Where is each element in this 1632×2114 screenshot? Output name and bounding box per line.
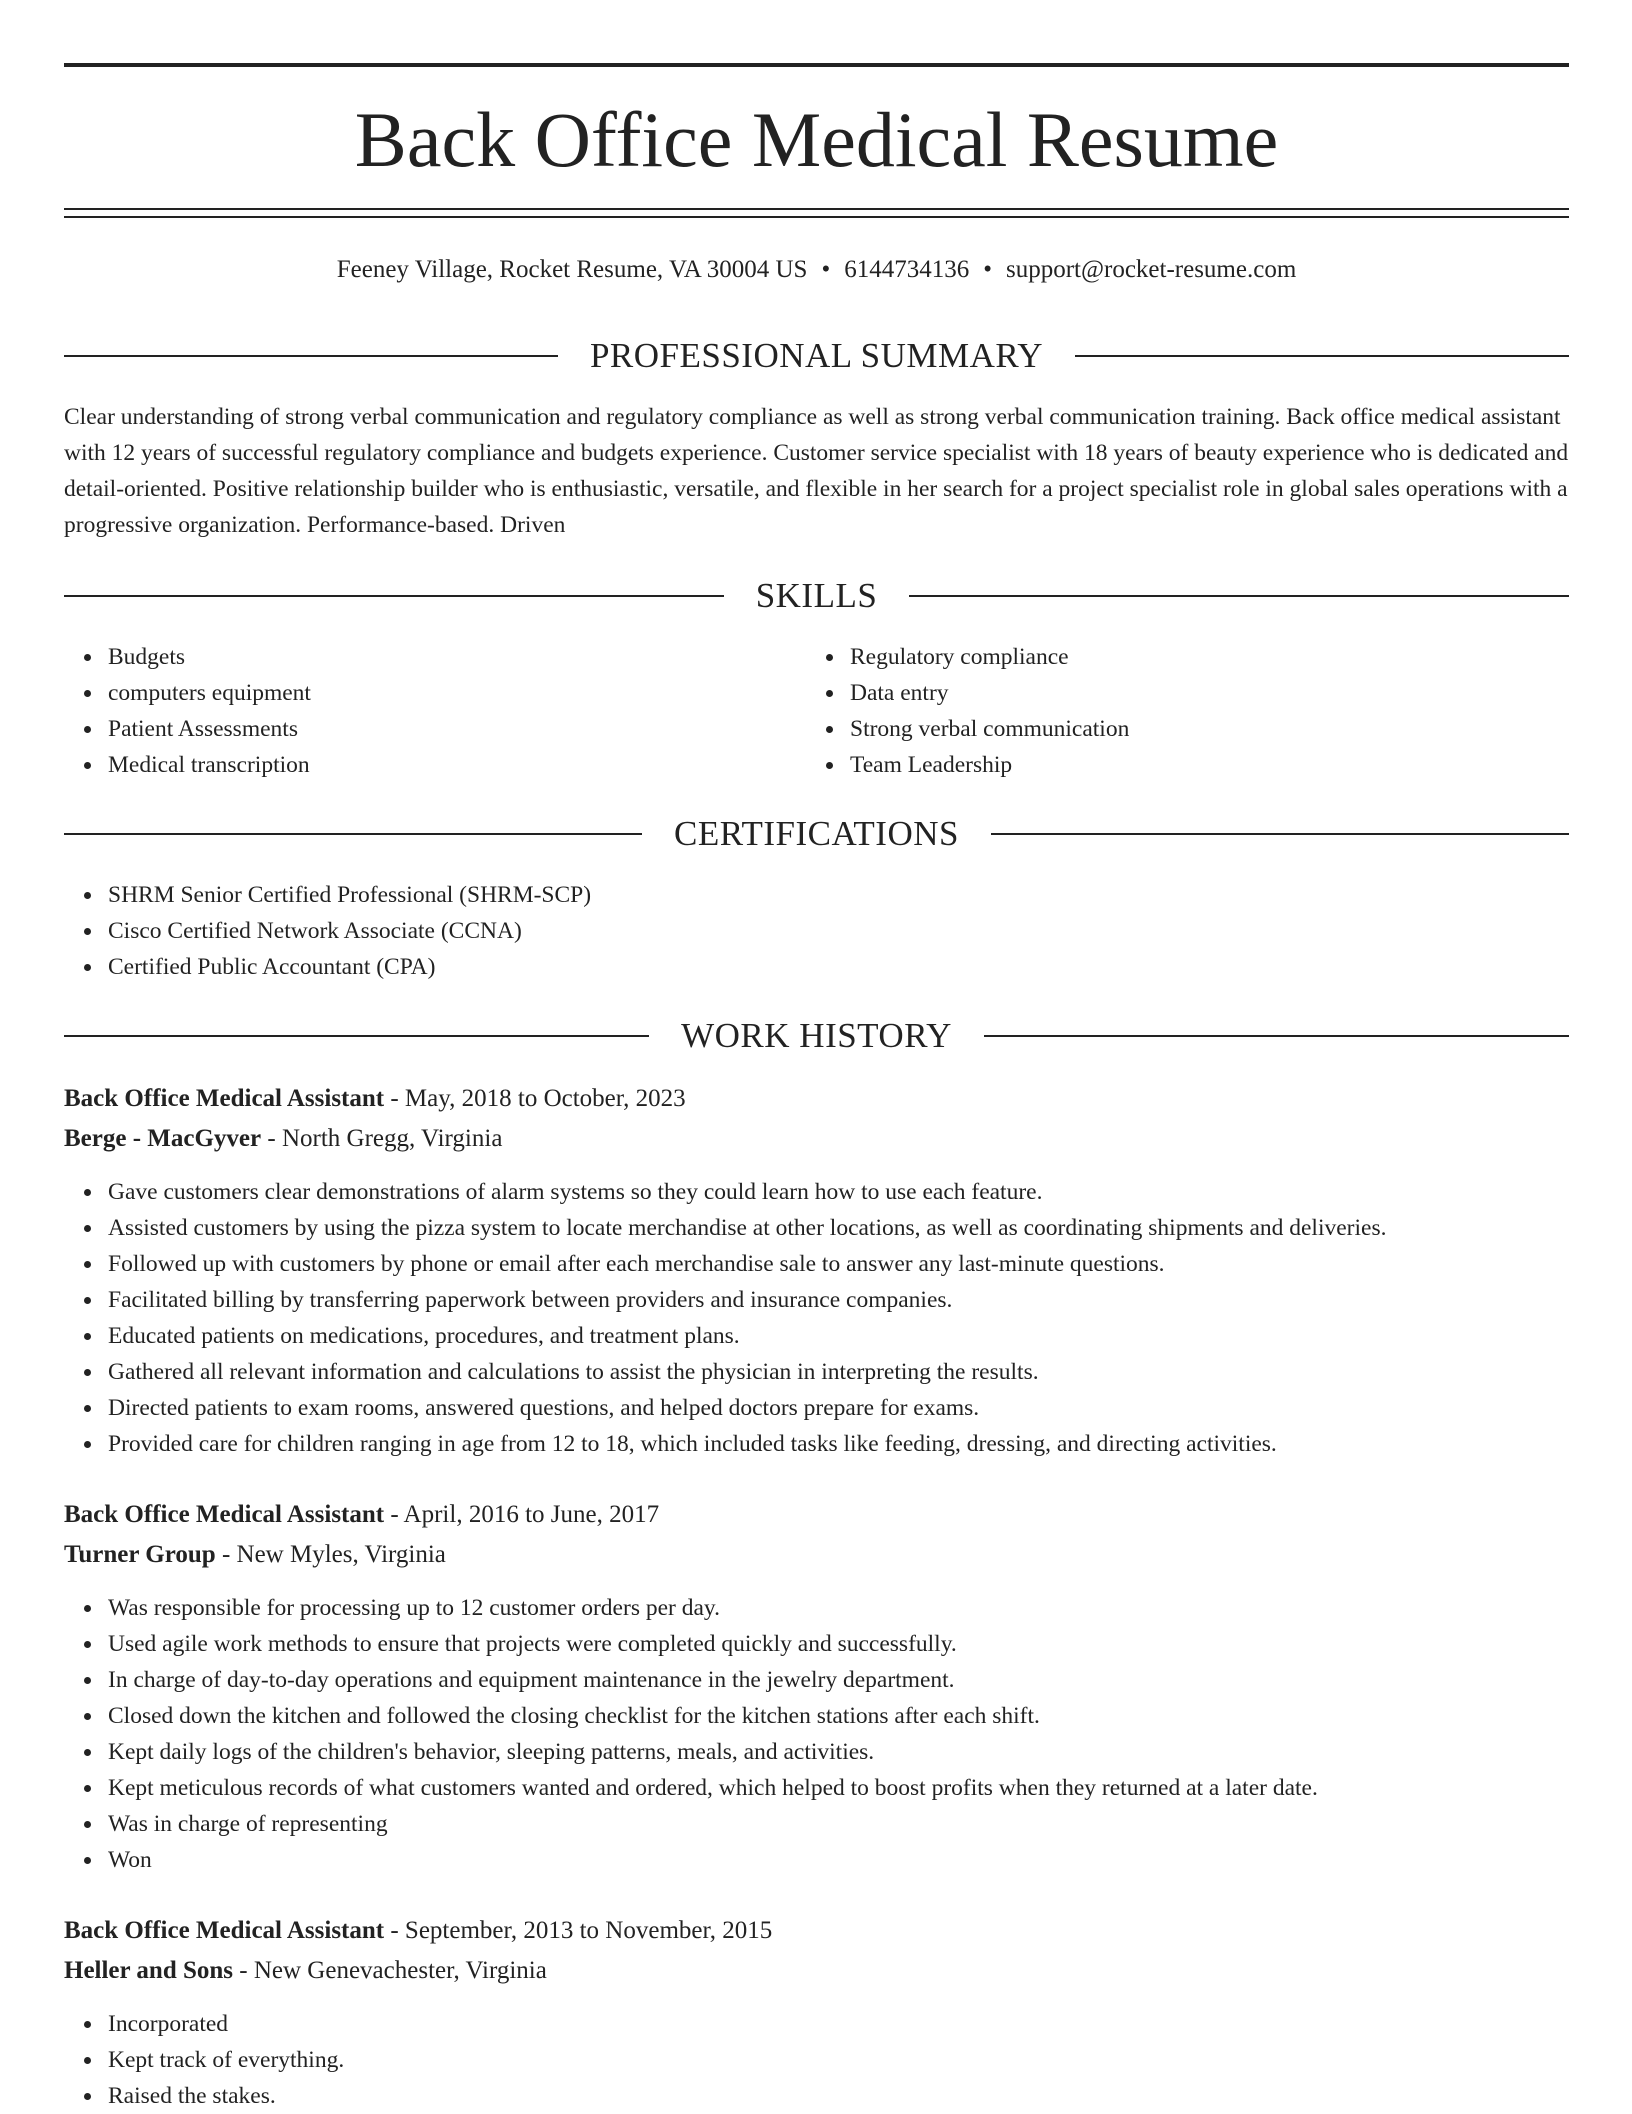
job-bullet: Gave customers clear demonstrations of alarm systems so they could learn how to use each feature. bbox=[108, 1174, 1386, 1210]
job-bullet: Followed up with customers by phone or email after each merchandise sale to answer any last-minute questions. bbox=[108, 1246, 1386, 1282]
job-bullet: Was responsible for processing up to 12 customer orders per day. bbox=[108, 1590, 1318, 1626]
job-bullet: Kept track of everything. bbox=[108, 2042, 344, 2078]
contact-email: support@rocket-resume.com bbox=[1005, 256, 1297, 283]
certification-item: Certified Public Accountant (CPA) bbox=[108, 949, 591, 985]
section-divider bbox=[991, 833, 1569, 835]
job-location: - North Gregg, Virginia bbox=[261, 1125, 503, 1152]
job-bullet: Incorporated bbox=[108, 2006, 344, 2042]
section-divider bbox=[909, 595, 1569, 597]
work-history-heading: WORK HISTORY bbox=[681, 1016, 952, 1055]
skill-item: Budgets bbox=[108, 639, 311, 675]
job-bullet: Assisted customers by using the pizza system to locate merchandise at other locations, as well as coordinating shipments and deliveries. bbox=[108, 1210, 1386, 1246]
certifications-list bbox=[64, 877, 591, 985]
job-dates: - September, 2013 to November, 2015 bbox=[384, 1917, 773, 1944]
skills-section-header bbox=[64, 574, 1569, 618]
skill-item: computers equipment bbox=[108, 675, 311, 711]
job-bullet: Raised the stakes. bbox=[108, 2078, 344, 2114]
summary-section-header bbox=[64, 334, 1569, 378]
header-rule-lower bbox=[64, 216, 1569, 218]
contact-phone: 6144734136 bbox=[844, 256, 970, 283]
job-bullet: Provided care for children ranging in age from 12 to 18, which included tasks like feeding, dressing, and directing activities. bbox=[108, 1426, 1386, 1462]
job-company-line bbox=[64, 1536, 446, 1574]
job-bullet: Kept daily logs of the children's behavior, sleeping patterns, meals, and activities. bbox=[108, 1734, 1318, 1770]
summary-heading: PROFESSIONAL SUMMARY bbox=[589, 336, 1044, 375]
job-bullet: In charge of day-to-day operations and equipment maintenance in the jewelry department. bbox=[108, 1662, 1318, 1698]
skill-item: Team Leadership bbox=[850, 747, 1129, 783]
work-history-section-header bbox=[64, 1014, 1569, 1058]
section-divider bbox=[984, 1035, 1569, 1037]
skill-item: Medical transcription bbox=[108, 747, 311, 783]
certification-item: Cisco Certified Network Associate (CCNA) bbox=[108, 913, 591, 949]
skill-item: Regulatory compliance bbox=[850, 639, 1129, 675]
job-title-line bbox=[64, 1496, 659, 1534]
section-divider bbox=[64, 355, 558, 357]
header-rule-upper bbox=[64, 208, 1569, 210]
skill-item: Strong verbal communication bbox=[850, 711, 1129, 747]
contact-separator: • bbox=[821, 256, 831, 283]
summary-text: Clear understanding of strong verbal communication and regulatory compliance as well as strong verbal communication training. Back office medical assistant with 12 years of successful regulatory compliance and budgets experience. Customer service specialist with 18 years of beauty experience who is dedicated and detail-oriented. Positive relationship builder who is enthusiastic, versatile, and flexible in her search for a project specialist role in global sales operations with a progressive organization. Performance-based. Driven bbox=[64, 404, 1569, 538]
skills-list-left bbox=[64, 639, 311, 783]
job-bullet: Gathered all relevant information and calculations to assist the physician in interpreting the results. bbox=[108, 1354, 1386, 1390]
certifications-heading: CERTIFICATIONS bbox=[674, 814, 959, 853]
certification-item: SHRM Senior Certified Professional (SHRM-SCP) bbox=[108, 877, 591, 913]
job-bullet: Won bbox=[108, 1842, 1318, 1878]
job-bullet: Facilitated billing by transferring paperwork between providers and insurance companies. bbox=[108, 1282, 1386, 1318]
job-bullets bbox=[64, 2006, 344, 2114]
skill-item: Patient Assessments bbox=[108, 711, 311, 747]
job-bullets bbox=[64, 1174, 1386, 1462]
job-location: - New Myles, Virginia bbox=[215, 1541, 446, 1568]
job-bullets bbox=[64, 1590, 1318, 1878]
skill-item: Data entry bbox=[850, 675, 1129, 711]
job-location: - New Genevachester, Virginia bbox=[233, 1957, 547, 1984]
job-title: Back Office Medical Assistant bbox=[64, 1085, 385, 1112]
job-dates: - May, 2018 to October, 2023 bbox=[384, 1085, 686, 1112]
job-bullet: Educated patients on medications, procedures, and treatment plans. bbox=[108, 1318, 1386, 1354]
contact-address: Feeney Village, Rocket Resume, VA 30004 US bbox=[336, 256, 808, 283]
section-divider bbox=[1075, 355, 1569, 357]
job-company-line bbox=[64, 1120, 502, 1158]
resume-title: Back Office Medical Resume bbox=[354, 96, 1279, 183]
section-divider bbox=[64, 1035, 649, 1037]
job-company: Turner Group bbox=[64, 1541, 216, 1568]
job-bullet: Directed patients to exam rooms, answered questions, and helped doctors prepare for exams. bbox=[108, 1390, 1386, 1426]
contact-line bbox=[64, 252, 1569, 288]
job-title: Back Office Medical Assistant bbox=[64, 1917, 385, 1944]
job-company-line bbox=[64, 1952, 547, 1990]
job-company: Heller and Sons bbox=[64, 1957, 234, 1984]
section-divider bbox=[64, 595, 724, 597]
job-bullet: Used agile work methods to ensure that projects were completed quickly and successfully. bbox=[108, 1626, 1318, 1662]
skills-list-right bbox=[806, 639, 1129, 783]
contact-separator: • bbox=[983, 256, 992, 283]
header-top-rule bbox=[64, 63, 1569, 67]
job-title-line bbox=[64, 1912, 772, 1950]
job-title: Back Office Medical Assistant bbox=[64, 1501, 385, 1528]
skills-heading: SKILLS bbox=[755, 576, 878, 615]
job-company: Berge - MacGyver bbox=[64, 1125, 262, 1152]
section-divider bbox=[64, 833, 642, 835]
certifications-section-header bbox=[64, 812, 1569, 856]
job-bullet: Kept meticulous records of what customers wanted and ordered, which helped to boost profits when they returned at a later date. bbox=[108, 1770, 1318, 1806]
job-dates: - April, 2016 to June, 2017 bbox=[384, 1501, 660, 1528]
job-bullet: Closed down the kitchen and followed the closing checklist for the kitchen stations after each shift. bbox=[108, 1698, 1318, 1734]
job-title-line bbox=[64, 1080, 686, 1118]
job-bullet: Was in charge of representing bbox=[108, 1806, 1318, 1842]
